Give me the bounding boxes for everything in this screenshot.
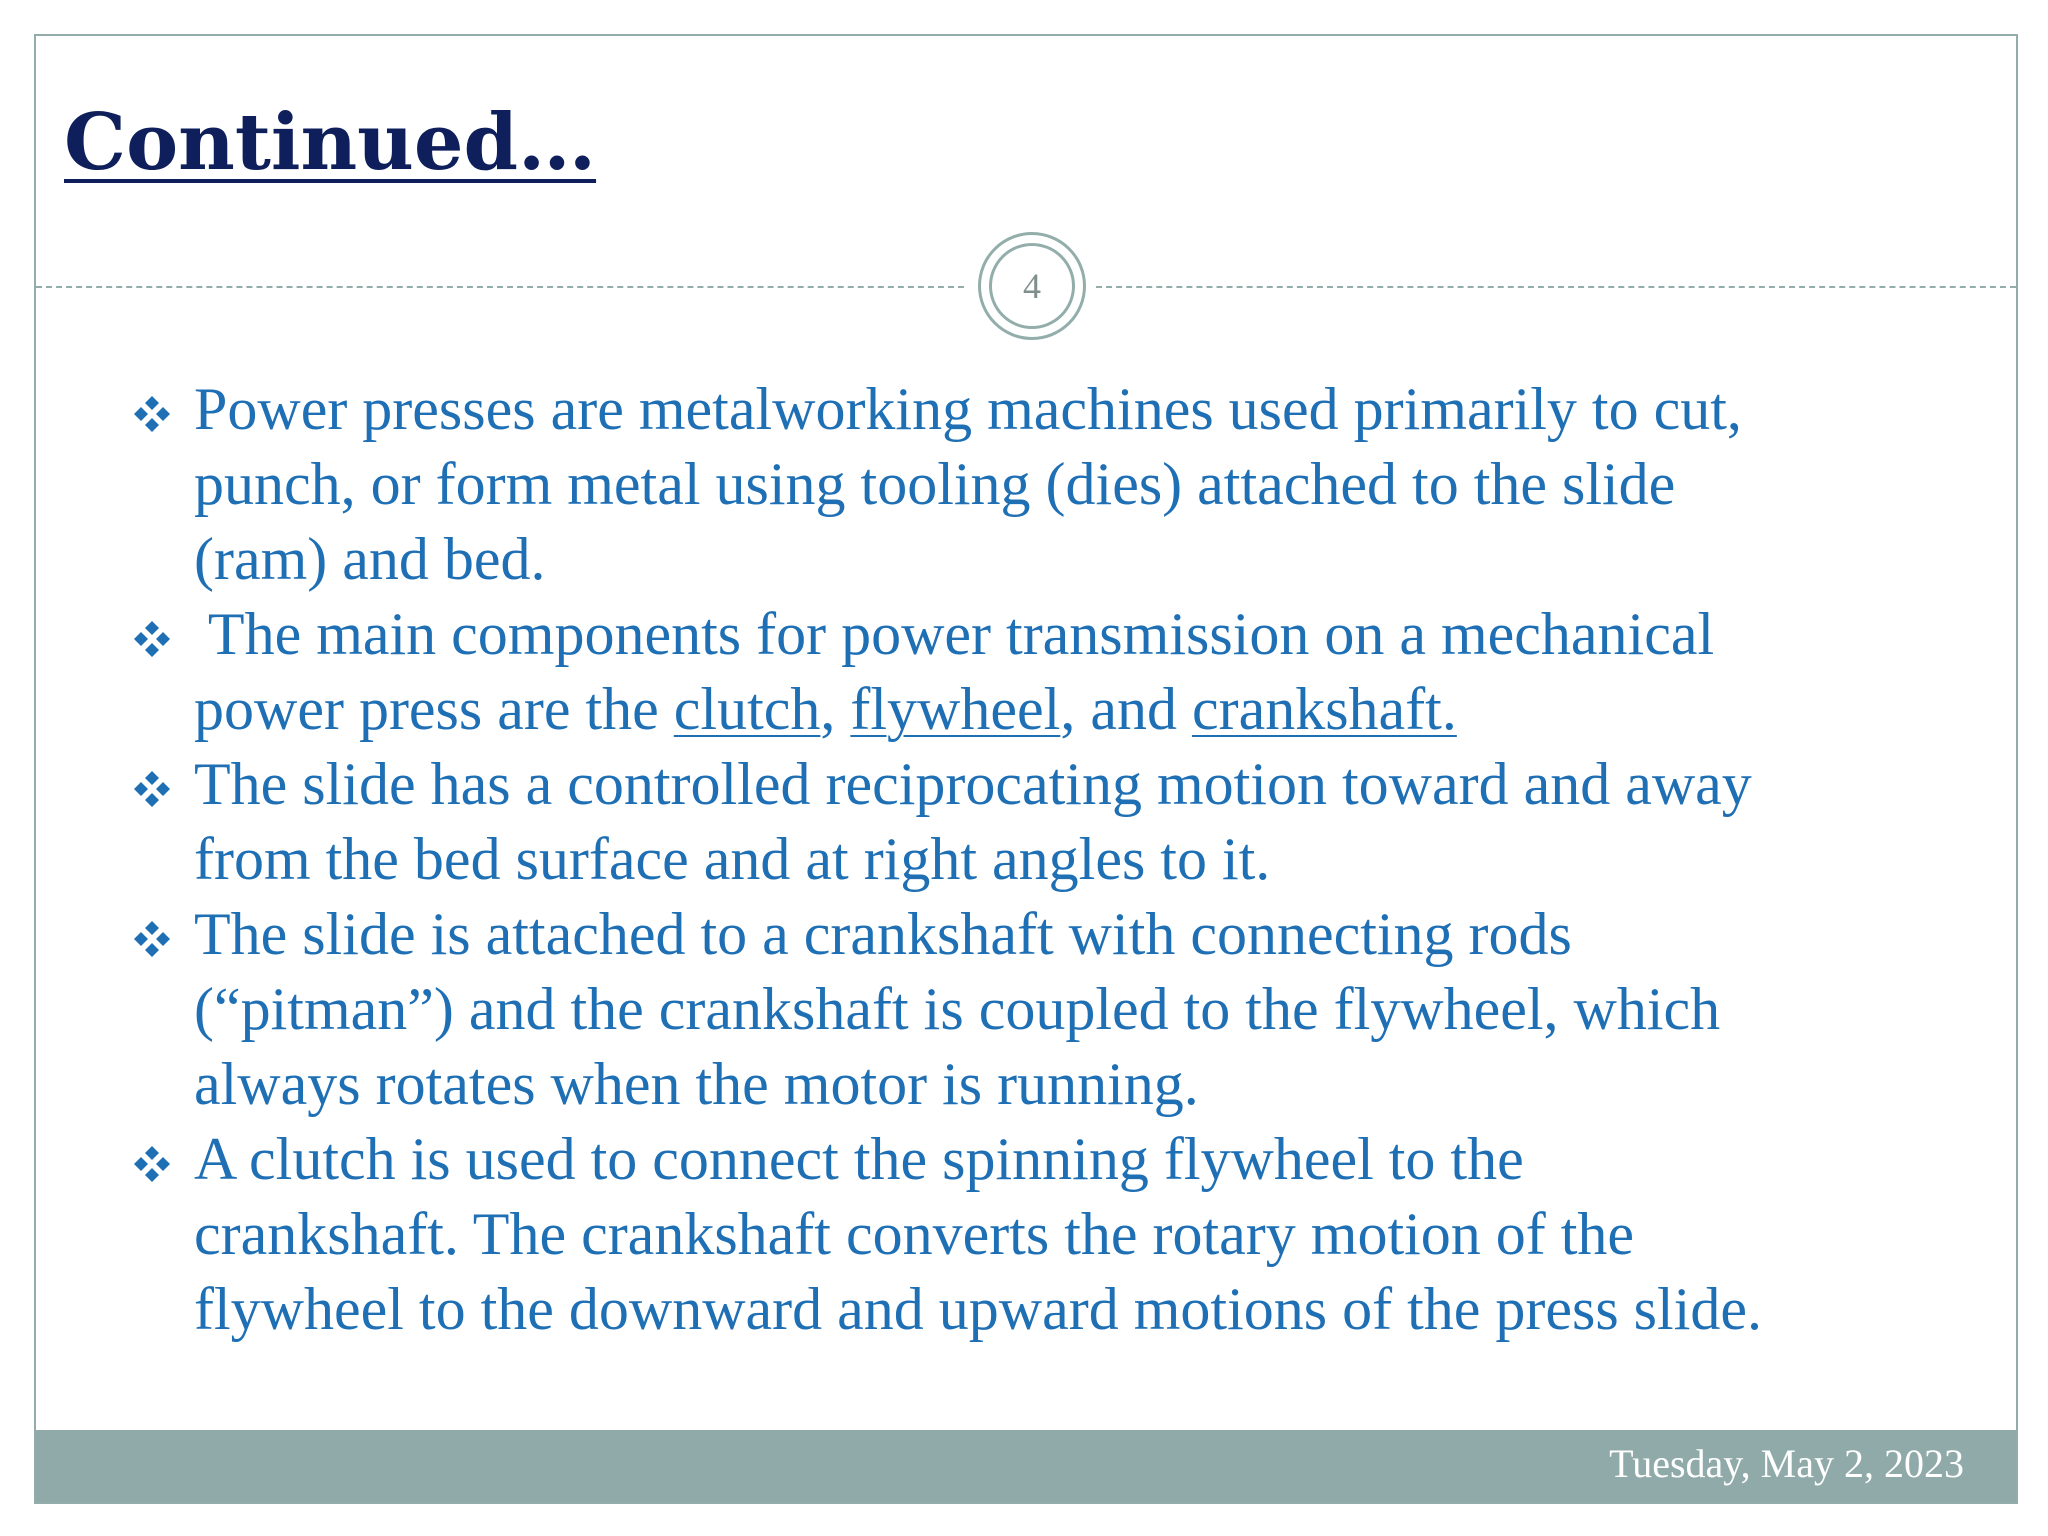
bullet-list [98, 372, 1998, 1347]
bullet-text-line: (ram) and bed. [194, 526, 546, 592]
four-diamond-bullet-icon [132, 619, 172, 659]
bullet-text-line: The main components for power transmission on a mechanical [194, 601, 1715, 667]
slide-number-badge [978, 232, 1086, 340]
bullet-text-line: from the bed surface and at right angles to it. [194, 826, 1271, 892]
four-diamond-bullet-icon [132, 769, 172, 809]
crankshaft-link[interactable]: crankshaft. [1191, 676, 1457, 742]
header-divider-left [36, 286, 964, 288]
bullet-text-line: flywheel to the downward and upward motions of the press slide. [194, 1276, 1762, 1342]
clutch-link[interactable]: clutch [673, 676, 821, 742]
bullet-text-line: The slide has a controlled reciprocating motion toward and away [194, 751, 1752, 817]
four-diamond-bullet-icon [132, 919, 172, 959]
slide-title: Continued… [64, 97, 597, 188]
bullet-item [98, 1122, 1998, 1347]
bullet-text-line: The slide is attached to a crankshaft with connecting rods [194, 901, 1572, 967]
bullet-item [98, 747, 1998, 897]
four-diamond-bullet-icon [132, 394, 172, 434]
bullet-item [98, 597, 1998, 747]
bullet-text-line [194, 672, 1998, 747]
four-diamond-bullet-icon [132, 1144, 172, 1184]
bullet-text-line: Power presses are metalworking machines used primarily to cut, [194, 376, 1742, 442]
bullet-text-fragment: power press are the [194, 676, 674, 742]
footer-bar [36, 1430, 2016, 1502]
bullet-text-line: A clutch is used to connect the spinning flywheel to the [194, 1126, 1524, 1192]
bullet-text-fragment: , [820, 676, 851, 742]
header-divider-right [1096, 286, 2016, 288]
bullet-text-line: (“pitman”) and the crankshaft is coupled to the flywheel, which [194, 976, 1721, 1042]
bullet-item [98, 897, 1998, 1122]
footer-date: Tuesday, May 2, 2023 [1609, 1441, 1964, 1486]
flywheel-link[interactable]: flywheel [850, 676, 1061, 742]
bullet-text-fragment: , and [1060, 676, 1192, 742]
bullet-text-line: always rotates when the motor is running. [194, 1051, 1199, 1117]
slide [34, 34, 2018, 1504]
bullet-text-line: crankshaft. The crankshaft converts the rotary motion of the [194, 1201, 1635, 1267]
bullet-item [98, 372, 1998, 597]
bullet-text-line: punch, or form metal using tooling (dies) attached to the slide [194, 451, 1676, 517]
slide-number: 4 [989, 243, 1075, 329]
